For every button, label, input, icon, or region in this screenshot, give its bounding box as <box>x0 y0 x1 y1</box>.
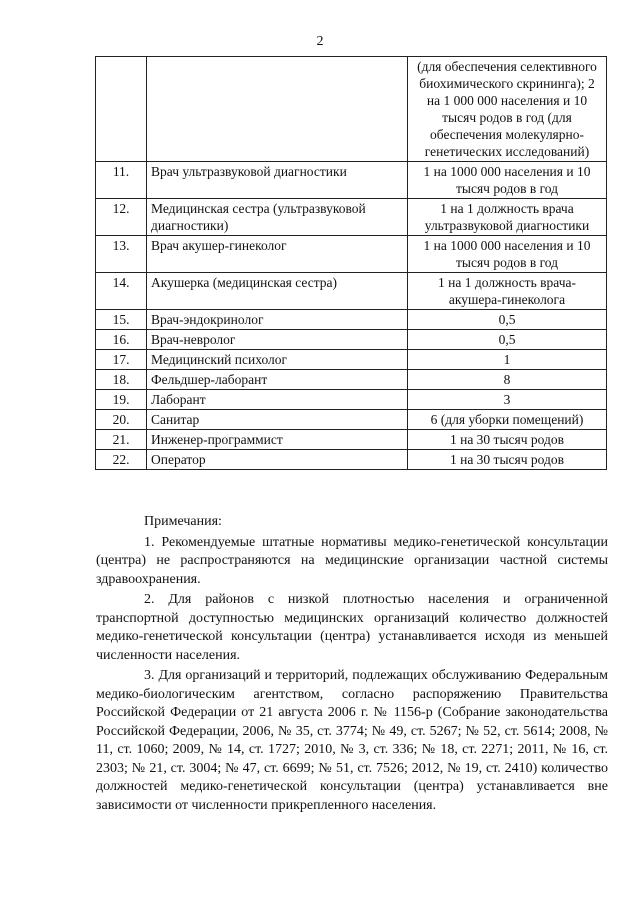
position-name: Врач ультразвуковой диагностики <box>147 162 408 199</box>
row-number: 22. <box>96 450 147 470</box>
row-number: 19. <box>96 390 147 410</box>
staff-norm: 1 на 30 тысяч родов <box>408 450 607 470</box>
staff-norm: 3 <box>408 390 607 410</box>
row-number: 15. <box>96 310 147 330</box>
row-number: 14. <box>96 273 147 310</box>
row-number: 12. <box>96 199 147 236</box>
notes-title: Примечания: <box>144 514 222 529</box>
position-name: Акушерка (медицинская сестра) <box>147 273 408 310</box>
row-number: 18. <box>96 370 147 390</box>
table-row <box>96 450 607 470</box>
position-name: Лаборант <box>147 390 408 410</box>
position-name <box>147 57 408 162</box>
note-item: 1. Рекомендуемые штатные нормативы медико-генетической консультации (центра) не распространяются на медицинские организации частной системы здравоохранения. <box>96 534 608 587</box>
position-name: Оператор <box>147 450 408 470</box>
notes-section <box>96 513 608 817</box>
staff-norm: 0,5 <box>408 330 607 350</box>
staff-norm: 0,5 <box>408 310 607 330</box>
table-row <box>96 430 607 450</box>
table-row <box>96 162 607 199</box>
staff-norm: 1 на 30 тысяч родов <box>408 430 607 450</box>
staff-norm: 1 на 1 должность врача ультразвуковой диагностики <box>408 199 607 236</box>
table-row <box>96 273 607 310</box>
row-number: 21. <box>96 430 147 450</box>
table-row <box>96 236 607 273</box>
staff-norm: 1 на 1000 000 населения и 10 тысяч родов в год <box>408 162 607 199</box>
note-item: 2. Для районов с низкой плотностью населения и ограниченной транспортной доступностью медицинских организаций количество должностей медико-генетической консультации (центра) устанавливается исходя из меньшей численности населения. <box>96 592 608 663</box>
table-row <box>96 57 607 162</box>
position-name: Санитар <box>147 410 408 430</box>
position-name: Врач-эндокринолог <box>147 310 408 330</box>
row-number: 13. <box>96 236 147 273</box>
position-name: Медицинская сестра (ультразвуковой диагностики) <box>147 199 408 236</box>
row-number <box>96 57 147 162</box>
position-name: Врач-невролог <box>147 330 408 350</box>
staff-norm: 6 (для уборки помещений) <box>408 410 607 430</box>
row-number: 16. <box>96 330 147 350</box>
position-name: Фельдшер-лаборант <box>147 370 408 390</box>
staff-norm: (для обеспечения селективного биохимического скрининга); 2 на 1 000 000 населения и 10 тысяч родов в год (для обеспечения молекулярно-генетических исследований) <box>408 57 607 162</box>
table-row <box>96 330 607 350</box>
table-row <box>96 390 607 410</box>
table-row <box>96 410 607 430</box>
table-row <box>96 350 607 370</box>
staff-norm: 1 на 1000 000 населения и 10 тысяч родов в год <box>408 236 607 273</box>
table-row <box>96 199 607 236</box>
position-name: Медицинский психолог <box>147 350 408 370</box>
note-item: 3. Для организаций и территорий, подлежащих обслуживанию Федеральным медико-биологическим агентством, согласно распоряжению Правительства Российской Федерации от 21 августа 2006 г. № 1156-р (Собрание законодательства Российской Федерации, 2006, № 35, ст. 3774; № 49, ст. 5267; № 52, ст. 5614; 2008, № 11, ст. 1060; 2009, № 14, ст. 1727; 2010, № 3, ст. 336; № 18, ст. 2271; 2011, № 16, ст. 2303; № 21, ст. 3004; № 47, ст. 6699; № 51, ст. 7526; 2012, № 19, ст. 2410) количество должностей медико-генетической консультации (центра) устанавливается вне зависимости от численности прикрепленного населения. <box>96 668 608 813</box>
position-name: Врач акушер-гинеколог <box>147 236 408 273</box>
table-row <box>96 310 607 330</box>
staff-norm: 1 на 1 должность врача-акушера-гинеколога <box>408 273 607 310</box>
page-number: 2 <box>316 34 324 49</box>
staffing-table <box>95 56 607 470</box>
row-number: 17. <box>96 350 147 370</box>
staff-norm: 8 <box>408 370 607 390</box>
table-row <box>96 370 607 390</box>
row-number: 11. <box>96 162 147 199</box>
row-number: 20. <box>96 410 147 430</box>
staff-norm: 1 <box>408 350 607 370</box>
position-name: Инженер-программист <box>147 430 408 450</box>
